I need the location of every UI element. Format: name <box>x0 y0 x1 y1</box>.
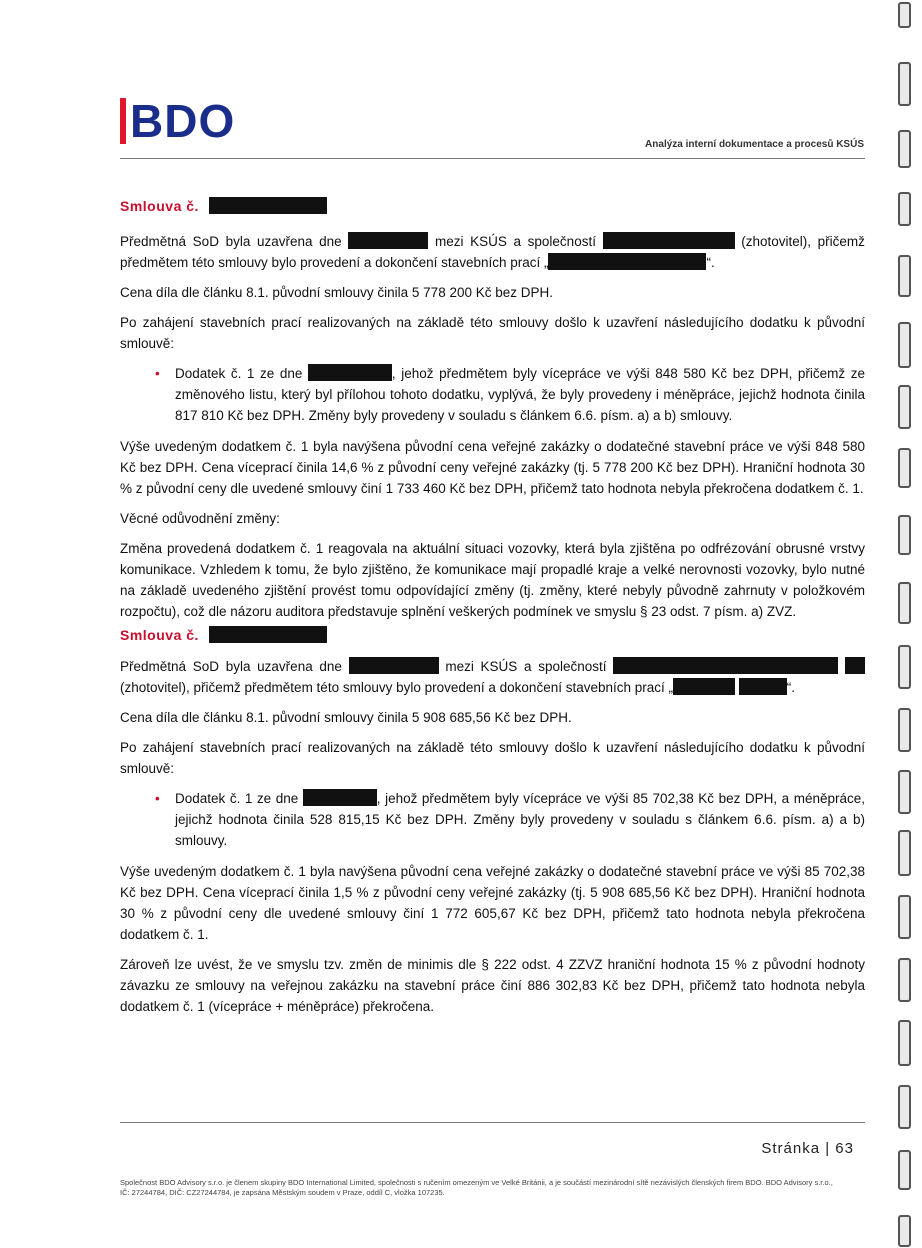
binding-mark <box>898 582 911 624</box>
paragraph <box>120 231 865 273</box>
header-title: Analýza interní dokumentace a procesů KSÚS <box>645 139 864 150</box>
redaction <box>673 678 735 695</box>
list-item <box>175 363 865 426</box>
redaction <box>603 232 735 249</box>
page-number: Stránka | 63 <box>761 1140 854 1157</box>
text-span: Předmětná SoD byla uzavřena dne <box>120 659 342 674</box>
text-span: , jehož předmětem byly vícepráce ve výši 848 580 Kč bez DPH, přičemž ze změnového listu, který byl přílohou tohoto dodatku, vyplývá, že byly provedeny i méněpráce, jejichž hodnota činila 817 810 Kč bez DPH. Změny byly provedeny v souladu s článkem 6.6. písm. a) a b) smlouvy. <box>175 366 865 423</box>
binding-mark <box>898 708 911 752</box>
logo-text: BDO <box>130 95 236 147</box>
text-span: (zhotovitel), <box>741 234 812 249</box>
bdo-logo <box>120 95 236 147</box>
binding-mark <box>898 255 911 297</box>
binding-mark <box>898 958 911 1002</box>
text-span: Dodatek č. 1 ze dne <box>175 366 303 381</box>
text-span: “. <box>706 255 715 270</box>
document-body <box>120 196 865 1026</box>
footer-legal-note: Společnost BDO Advisory s.r.o. je členem skupiny BDO International Limited, společnosti s ručením omezeným ve Velké Británii, a je součástí mezinárodní sítě nezávislých členských firem BDO. BDO Advisory s.r.o., IČ: 27244784, DIČ: CZ27244784, je zapsána Městským soudem v Praze, oddíl C, vložka 107235. <box>120 1178 833 1197</box>
binding-mark <box>898 192 911 226</box>
paragraph: Věcné odůvodnění změny: <box>120 511 280 526</box>
binding-mark <box>898 448 911 488</box>
section-heading <box>120 625 865 646</box>
paragraph <box>120 656 865 698</box>
binding-mark <box>898 1215 911 1247</box>
text-span: “. <box>786 680 796 695</box>
binding-mark <box>898 130 911 168</box>
binding-mark <box>898 322 911 368</box>
paragraph: Změna provedená dodatkem č. 1 reagovala na aktuální situaci vozovky, která byla zjištěna po odfrézování obrusné vrstvy komunikace. Vzhledem k tomu, že bylo zjištěno, že komunikace mají propadlé kraje a velké nerovnosti vozovky, bylo nutné na základě uvedeného zjištění provést tomu odpovídající změny (tj. změny, které nebyly původně zahrnuty v položkovém rozpočtu), což dle názoru auditora představuje splnění veškerých podmínek ve smyslu § 23 odst. 7 písm. a) ZVZ. <box>120 541 865 619</box>
paragraph: Cena díla dle článku 8.1. původní smlouvy činila 5 908 685,56 Kč bez DPH. <box>120 710 572 725</box>
binding-mark <box>898 1020 911 1066</box>
text-span: (zhotovitel), přičemž předmětem této smlouvy bylo provedení a dokončení stavebních prací „ <box>120 680 674 695</box>
text-span: mezi KSÚS a společností <box>434 234 596 249</box>
footer-divider <box>120 1122 865 1123</box>
binding-mark <box>898 830 911 876</box>
bullet-list <box>120 788 865 851</box>
paragraph: Zároveň lze uvést, že ve smyslu tzv. změn de minimis dle § 222 odst. 4 ZZVZ hraniční hodnota 15 % z původní hodnoty závazku ze smlouvy na veřejnou zakázku na stavební práce činí 886 302,83 Kč bez DPH, přičemž tato hodnota nebyla dodatkem č. 1 (vícepráce + méněpráce) překročena. <box>120 957 865 1014</box>
redaction <box>349 657 439 674</box>
redaction <box>613 657 838 674</box>
redaction <box>739 678 787 695</box>
binding-mark <box>898 385 911 429</box>
text-span: mezi KSÚS a společností <box>445 659 607 674</box>
redaction <box>308 364 392 381</box>
redaction <box>303 789 377 806</box>
text-span: Předmětná SoD byla uzavřena dne <box>120 234 342 249</box>
section-heading <box>120 196 865 217</box>
text-span: přičemž předmětem této smlouvy bylo provedení a dokončení stavebních prací „ <box>120 234 865 270</box>
binding-mark <box>898 62 911 106</box>
text-span: , jehož předmětem byly vícepráce ve výši 85 702,38 Kč bez DPH, a méněpráce, jejichž hodnota činila 528 815,15 Kč bez DPH. Změny byly provedeny v souladu s článkem 6.6. písm. a) a b) smlouvy. <box>175 791 866 848</box>
binding-mark <box>898 645 911 689</box>
redaction <box>348 232 428 249</box>
paragraph: Výše uvedeným dodatkem č. 1 byla navýšena původní cena veřejné zakázky o dodatečné stavební práce ve výši 848 580 Kč bez DPH. Cena víceprací činila 14,6 % z původní ceny veřejné zakázky (tj. 5 778 200 Kč bez DPH). Hraniční hodnota 30 % z původní ceny dle uvedené smlouvy činí 1 733 460 Kč bez DPH, přičemž tato hodnota nebyla překročena dodatkem č. 1. <box>120 439 865 496</box>
binding-mark <box>898 1150 911 1190</box>
binding-mark <box>898 770 911 814</box>
binding-marks <box>895 0 915 1248</box>
logo-bar <box>120 98 126 144</box>
section-heading-text: Smlouva č. <box>120 627 199 643</box>
redaction <box>209 197 327 214</box>
binding-mark <box>898 1085 911 1129</box>
text-span: Dodatek č. 1 ze dne <box>175 791 299 806</box>
bullet-list <box>120 363 865 426</box>
paragraph: Po zahájení stavebních prací realizovaných na základě této smlouvy došlo k uzavření následujícího dodatku k původní smlouvě: <box>120 315 865 351</box>
binding-mark <box>898 895 911 939</box>
paragraph: Výše uvedeným dodatkem č. 1 byla navýšena původní cena veřejné zakázky o dodatečné stavební práce ve výši 85 702,38 Kč bez DPH. Cena víceprací činila 1,5 % z původní ceny veřejné zakázky (tj. 5 908 685,56 Kč bez DPH). Hraniční hodnota 30 % z původní ceny dle uvedené smlouvy činí 1 772 605,67 Kč bez DPH, přičemž tato hodnota nebyla překročena dodatkem č. 1. <box>120 864 865 942</box>
section-heading-text: Smlouva č. <box>120 198 199 214</box>
redaction <box>548 253 706 270</box>
header-divider <box>120 158 865 159</box>
paragraph: Cena díla dle článku 8.1. původní smlouvy činila 5 778 200 Kč bez DPH. <box>120 285 554 300</box>
binding-mark <box>898 2 911 28</box>
list-item <box>175 788 865 851</box>
redaction <box>845 657 865 674</box>
redaction <box>209 626 327 643</box>
paragraph: Po zahájení stavebních prací realizovaných na základě této smlouvy došlo k uzavření následujícího dodatku k původní smlouvě: <box>120 740 865 776</box>
binding-mark <box>898 515 911 555</box>
